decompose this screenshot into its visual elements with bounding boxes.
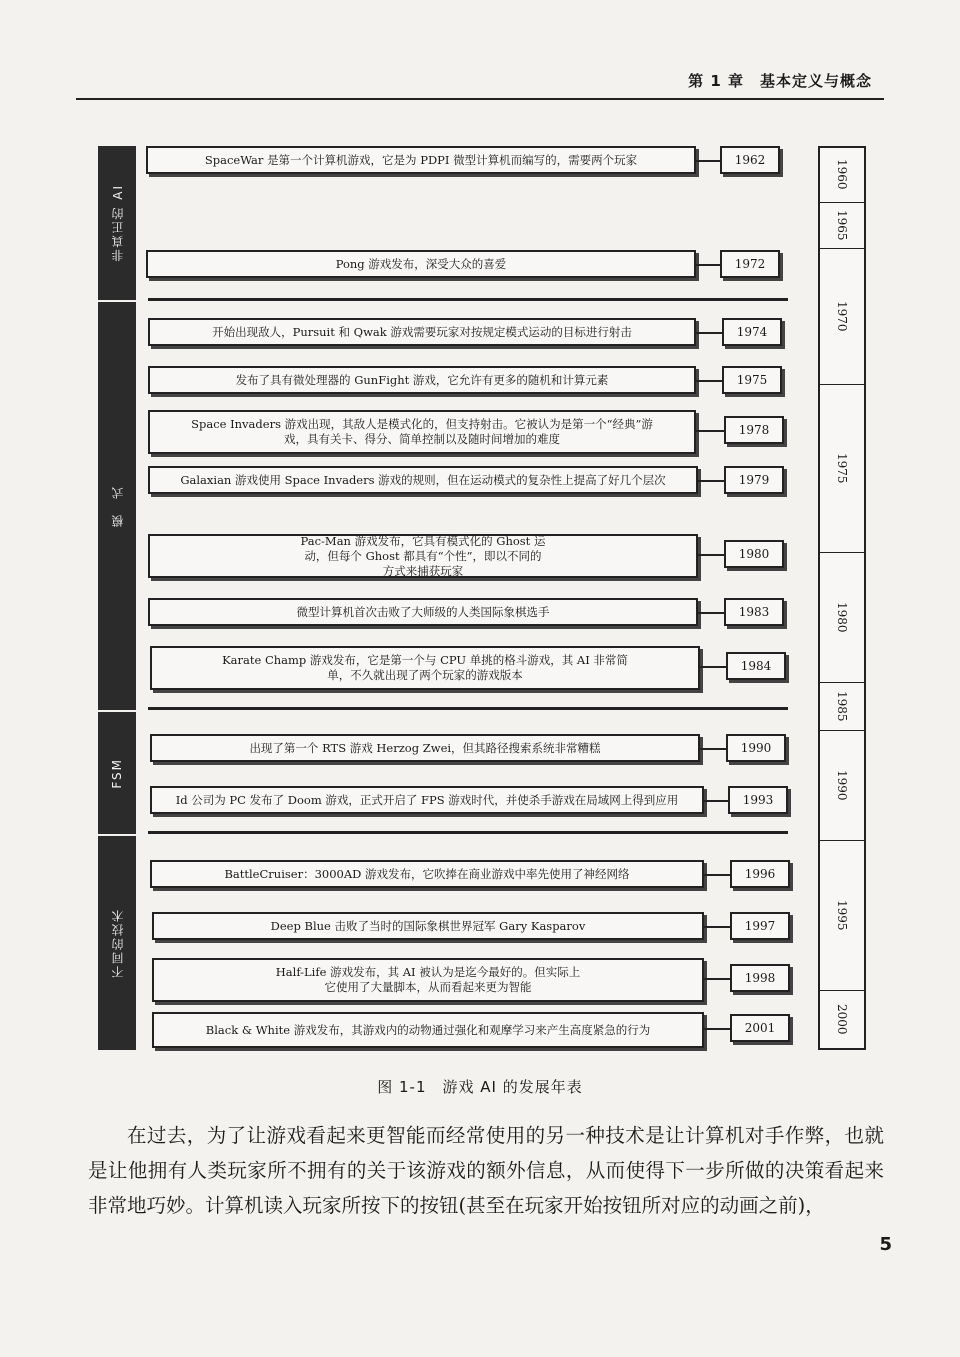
event-connector [704, 874, 730, 876]
decade-marker: 1965 [818, 202, 866, 248]
event-year: 1983 [724, 598, 784, 626]
event-year: 1975 [722, 366, 782, 394]
chapter-header: 第 1 章 基本定义与概念 [688, 72, 872, 90]
era-divider [148, 298, 788, 301]
decade-marker: 1995 [818, 840, 866, 990]
timeline-event: Pong 游戏发布，深受大众的喜爱 [146, 250, 696, 278]
event-connector [704, 1028, 730, 1030]
era-patterns: 模 式 [98, 302, 136, 710]
decade-marker: 1985 [818, 682, 866, 730]
timeline-event: 发布了具有微处理器的 GunFight 游戏，它允许有更多的随机和计算元素 [148, 366, 696, 394]
event-connector [698, 612, 724, 614]
timeline-event: Pac-Man 游戏发布，它具有模式化的 Ghost 运动，但每个 Ghost 都具有“个性”，即以不同的方式来捕获玩家 [148, 534, 698, 578]
timeline-event: 开始出现敌人，Pursuit 和 Qwak 游戏需要玩家对按规定模式运动的目标进行射击 [148, 318, 696, 346]
timeline-event: Karate Champ 游戏发布，它是第一个与 CPU 单挑的格斗游戏，其 AI 非常简单，不久就出现了两个玩家的游戏版本 [150, 646, 700, 690]
event-connector [700, 748, 726, 750]
event-year: 1974 [722, 318, 782, 346]
event-year: 1962 [720, 146, 780, 174]
event-year: 1980 [724, 540, 784, 568]
event-connector [698, 554, 724, 556]
timeline-event: Id 公司为 PC 发布了 Doom 游戏，正式开启了 FPS 游戏时代，并使杀手游戏在局域网上得到应用 [150, 786, 704, 814]
event-year: 2001 [730, 1014, 790, 1042]
decade-marker: 2000 [818, 990, 866, 1048]
era-divider [148, 831, 788, 834]
event-year: 1978 [724, 416, 784, 444]
event-connector [698, 480, 724, 482]
event-year: 1996 [730, 860, 790, 888]
event-year: 1993 [728, 786, 788, 814]
era-not-real-ai: 非真正的 AI [98, 146, 136, 300]
figure-caption: 图 1-1 游戏 AI 的发展年表 [377, 1078, 583, 1096]
decade-marker: 1975 [818, 384, 866, 552]
era-different-techniques: 不同的技术 [98, 836, 136, 1050]
event-connector [696, 160, 720, 162]
body-paragraph: 在过去，为了让游戏看起来更智能而经常使用的另一种技术是让计算机对手作弊，也就是让他拥有人类玩家所不拥有的关于该游戏的额外信息，从而使得下一步所做的决策看起来非常地巧妙。计算机读入玩家所按下的按钮(甚至在玩家开始按钮所对应的动画之前)， [88, 1124, 884, 1217]
event-year: 1997 [730, 912, 790, 940]
event-connector [696, 264, 720, 266]
event-year: 1979 [724, 466, 784, 494]
page-number: 5 [879, 1234, 892, 1255]
event-connector [696, 430, 724, 432]
timeline-event: Deep Blue 击败了当时的国际象棋世界冠军 Gary Kasparov [152, 912, 704, 940]
timeline-event: Black & White 游戏发布，其游戏内的动物通过强化和观摩学习来产生高度紧急的行为 [152, 1012, 704, 1048]
event-year: 1998 [730, 964, 790, 992]
decade-marker: 1970 [818, 248, 866, 384]
decade-marker: 1980 [818, 552, 866, 682]
era-fsm: FSM [98, 712, 136, 834]
timeline-event: Space Invaders 游戏出现，其敌人是模式化的，但支持射击。它被认为是第一个“经典”游戏，具有关卡、得分、简单控制以及随时间增加的难度 [148, 410, 696, 454]
event-year: 1984 [726, 652, 786, 680]
timeline-event: Galaxian 游戏使用 Space Invaders 游戏的规则，但在运动模式的复杂性上提高了好几个层次 [148, 466, 698, 494]
event-connector [700, 666, 726, 668]
body-text [88, 1118, 884, 1223]
timeline-event: 微型计算机首次击败了大师级的人类国际象棋选手 [148, 598, 698, 626]
event-connector [704, 800, 728, 802]
timeline-event: BattleCruiser：3000AD 游戏发布，它吹捧在商业游戏中率先使用了神经网络 [150, 860, 704, 888]
decade-marker: 1960 [835, 158, 849, 190]
timeline-event: Half-Life 游戏发布，其 AI 被认为是迄今最好的。但实际上它使用了大量脚本，从而看起来更为智能 [152, 958, 704, 1002]
timeline-event: SpaceWar 是第一个计算机游戏，它是为 PDPI 微型计算机而编写的，需要两个玩家 [146, 146, 696, 174]
event-connector [704, 926, 730, 928]
event-year: 1972 [720, 250, 780, 278]
timeline-event: 出现了第一个 RTS 游戏 Herzog Zwei，但其路径搜索系统非常糟糕 [150, 734, 700, 762]
decade-marker: 1990 [818, 730, 866, 840]
event-year: 1990 [726, 734, 786, 762]
event-connector [696, 380, 722, 382]
event-connector [704, 978, 730, 980]
era-divider [148, 707, 788, 710]
event-connector [696, 332, 722, 334]
